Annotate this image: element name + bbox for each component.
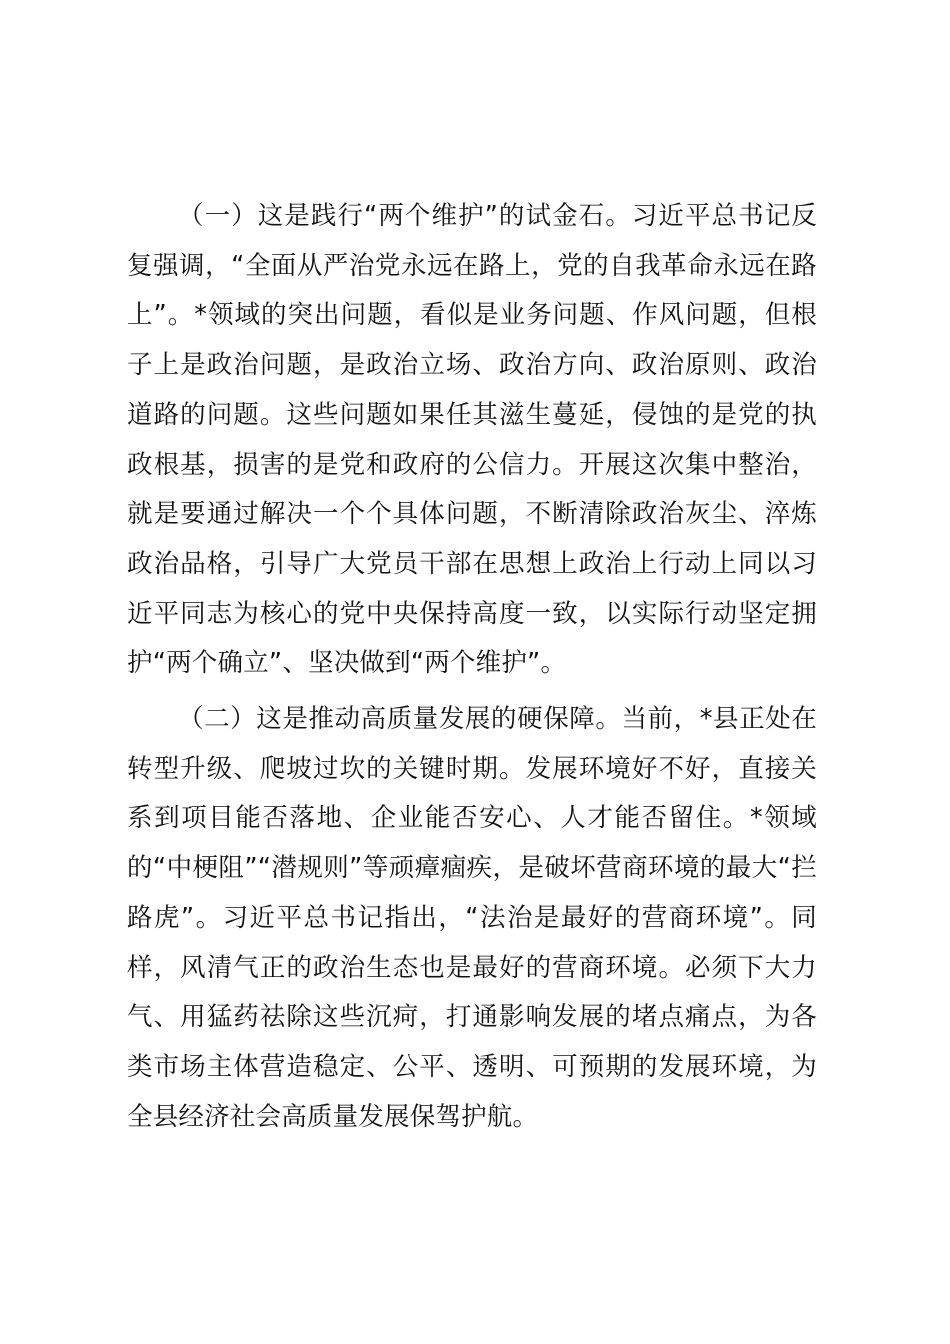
document-body (127, 192, 817, 1142)
paragraph-2: （二）这是推动高质量发展的硬保障。当前，*县正处在转型升级、爬坡过坎的关键时期。发展环境好不好，直接关系到项目能否落地、企业能否安心、人才能否留住。*领域的“中梗阻”“潜规则”等顽瘴痼疾，是破坏营商环境的最大“拦路虎”。习近平总书记指出，“法治是最好的营商环境”。同样，风清气正的政治生态也是最好的营商环境。必须下大力气、用猛药祛除这些沉疴，打通影响发展的堵点痛点，为各类市场主体营造稳定、公平、透明、可预期的发展环境，为全县经济社会高质量发展保驾护航。 (127, 704, 817, 1132)
paragraph-1: （一）这是践行“两个维护”的试金石。习近平总书记反复强调，“全面从严治党永远在路上，党的自我革命永远在路上”。*领域的突出问题，看似是业务问题、作风问题，但根子上是政治问题，是政治立场、政治方向、政治原则、政治道路的问题。这些问题如果任其滋生蔓延，侵蚀的是党的执政根基，损害的是党和政府的公信力。开展这次集中整治，就是要通过解决一个个具体问题，不断清除政治灰尘、淬炼政治品格，引导广大党员干部在思想上政治上行动上同以习近平同志为核心的党中央保持高度一致，以实际行动坚定拥护“两个确立”、坚决做到“两个维护”。 (127, 201, 817, 679)
